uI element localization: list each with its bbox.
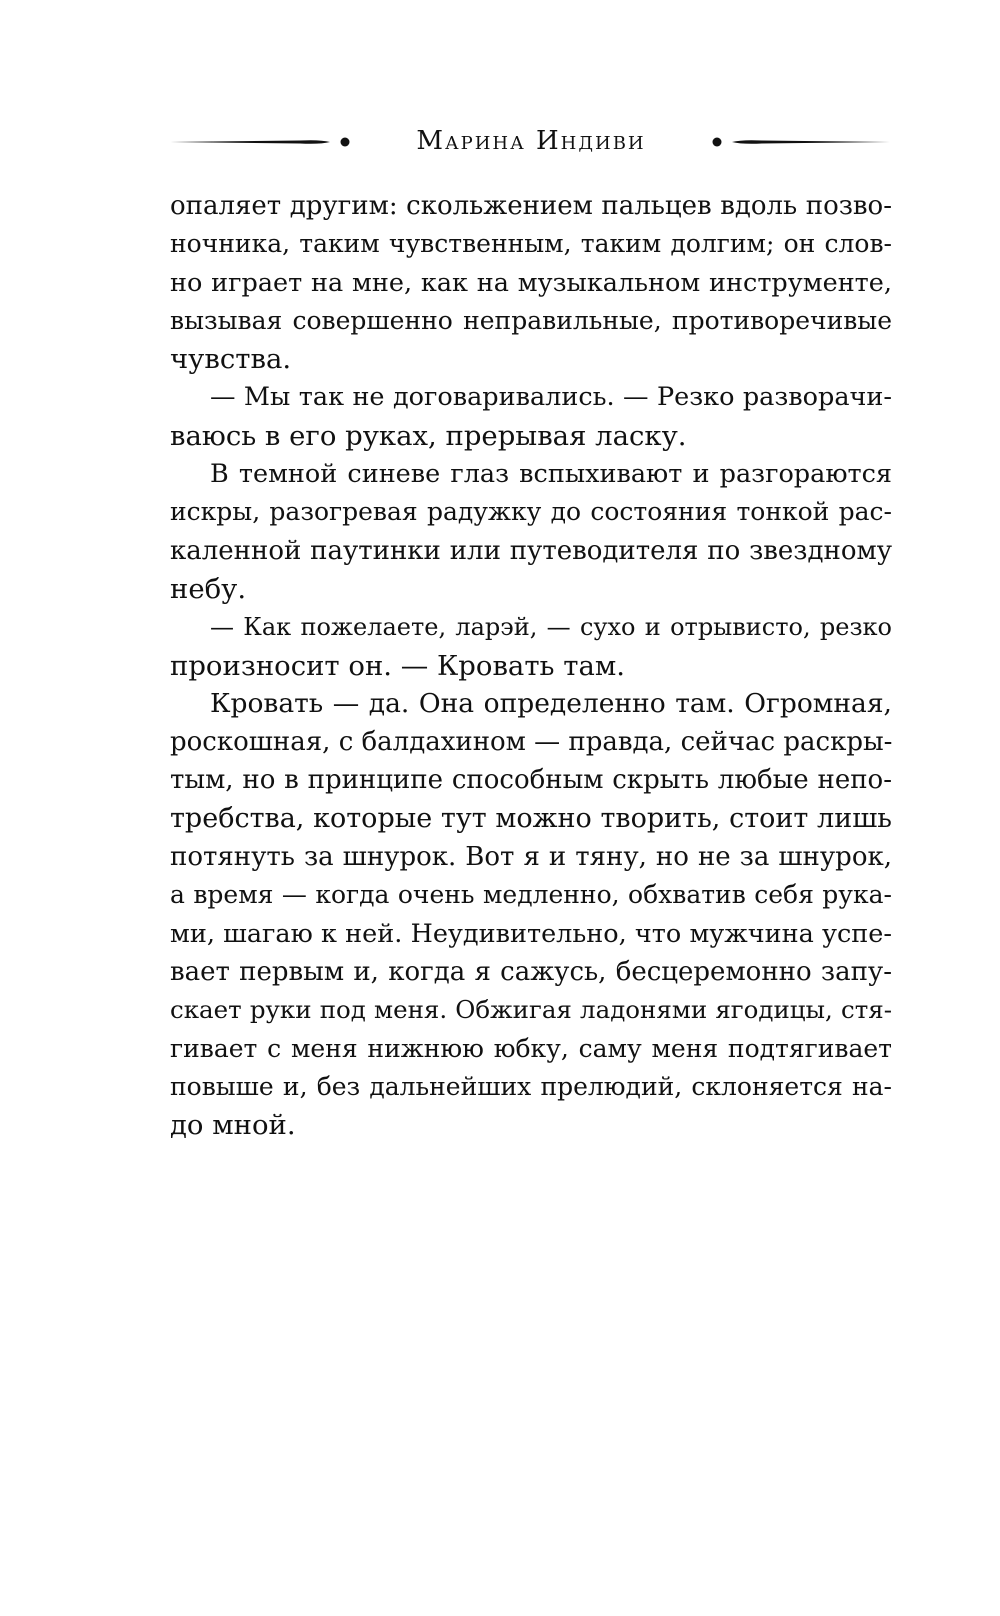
text-line: — Как пожелаете, ларэй, — сухо и отрывисто, резко	[210, 613, 892, 642]
text-line: повыше и, без дальнейших прелюдий, склоняется на-	[170, 1071, 892, 1101]
text-line: ваюсь в его руках, прерывая ласку.	[170, 419, 687, 452]
text-line: — Мы так не договаривались. — Резко разворачи-	[210, 382, 892, 413]
text-line: опаляет другим: скольжением пальцев вдоль позво-	[170, 191, 892, 221]
text-line: искры, разогревая радужку до состояния тонкой рас-	[170, 497, 892, 527]
text-line: В темной синеве глаз вспыхивают и разгораются	[210, 459, 892, 490]
text-line: но играет на мне, как на музыкальном инструменте,	[170, 267, 892, 298]
text-line: чувства.	[170, 343, 292, 376]
running-header	[170, 122, 892, 162]
text-line: тым, но в принципе способным скрыть любые непо-	[170, 765, 892, 796]
text-line: ми, шагаю к ней. Неудивительно, что мужчина успе-	[170, 918, 892, 949]
text-line: вызывая совершенно неправильные, противоречивые	[170, 305, 892, 335]
body-text	[170, 187, 892, 1144]
text-line: скает руки под меня. Обжигая ладонями ягодицы, стя-	[170, 995, 892, 1025]
text-line: Кровать — да. Она определенно там. Огромная,	[210, 687, 892, 719]
text-line: а время — когда очень медленно, обхватив себя рука-	[170, 880, 892, 910]
author-name: Марина Индиви	[416, 126, 646, 156]
text-line: гивает с меня нижнюю юбку, саму меня подтягивает	[170, 1033, 892, 1063]
text-line: потянуть за шнурок. Вот я и тяну, но не за шнурок,	[170, 842, 892, 873]
text-line: роскошная, с балдахином — правда, сейчас раскры-	[170, 727, 893, 758]
text-line: ночника, таким чувственным, таким долгим; он слов-	[170, 229, 892, 259]
text-line: произносит он. — Кровать там.	[170, 649, 625, 682]
text-line: каленной паутинки или путеводителя по звездному	[170, 535, 892, 566]
text-line: требства, которые тут можно творить, стоит лишь	[170, 802, 892, 834]
text-line: вает первым и, когда я сажусь, бесцеремонно запу-	[170, 956, 892, 987]
text-line: до мной.	[170, 1109, 296, 1142]
text-line: небу.	[170, 572, 247, 605]
